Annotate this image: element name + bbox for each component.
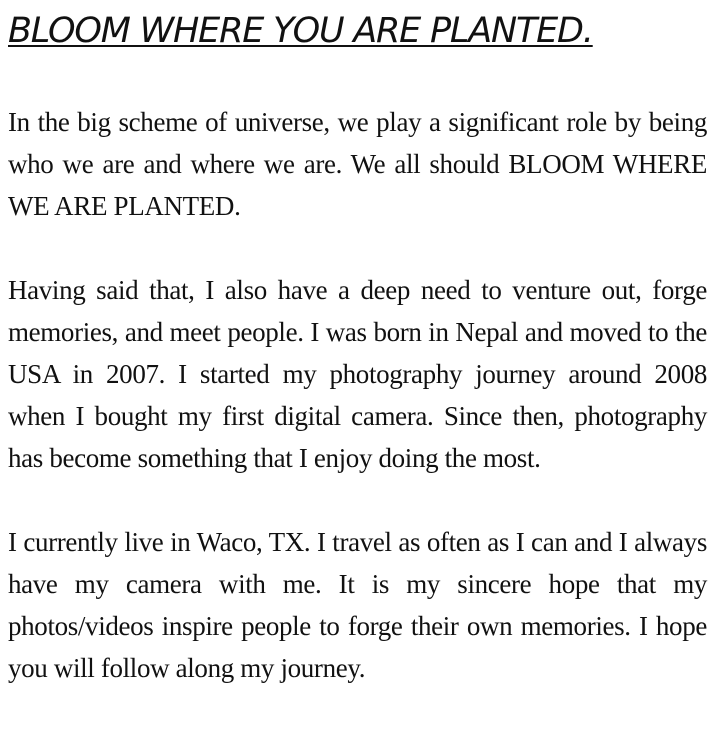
intro-paragraph: In the big scheme of universe, we play a significant role by being who we are and where we are. We all should BLOOM WHERE WE ARE PLANTED.: [8, 107, 707, 221]
about-section: [8, 0, 707, 689]
current-life-paragraph: I currently live in Waco, TX. I travel as often as I can and I always have my camera with me. It is my sincere hope that my photos/videos inspire people to forge their own memories. I hope you will follow along my journey.: [8, 527, 707, 683]
page-heading: BLOOM WHERE YOU ARE PLANTED.: [8, 11, 593, 51]
background-paragraph: Having said that, I also have a deep need to venture out, forge memories, and meet people. I was born in Nepal and moved to the USA in 2007. I started my photography journey around 2008 when I bought my first digital camera. Since then, photography has become something that I enjoy doing the most.: [8, 275, 707, 473]
